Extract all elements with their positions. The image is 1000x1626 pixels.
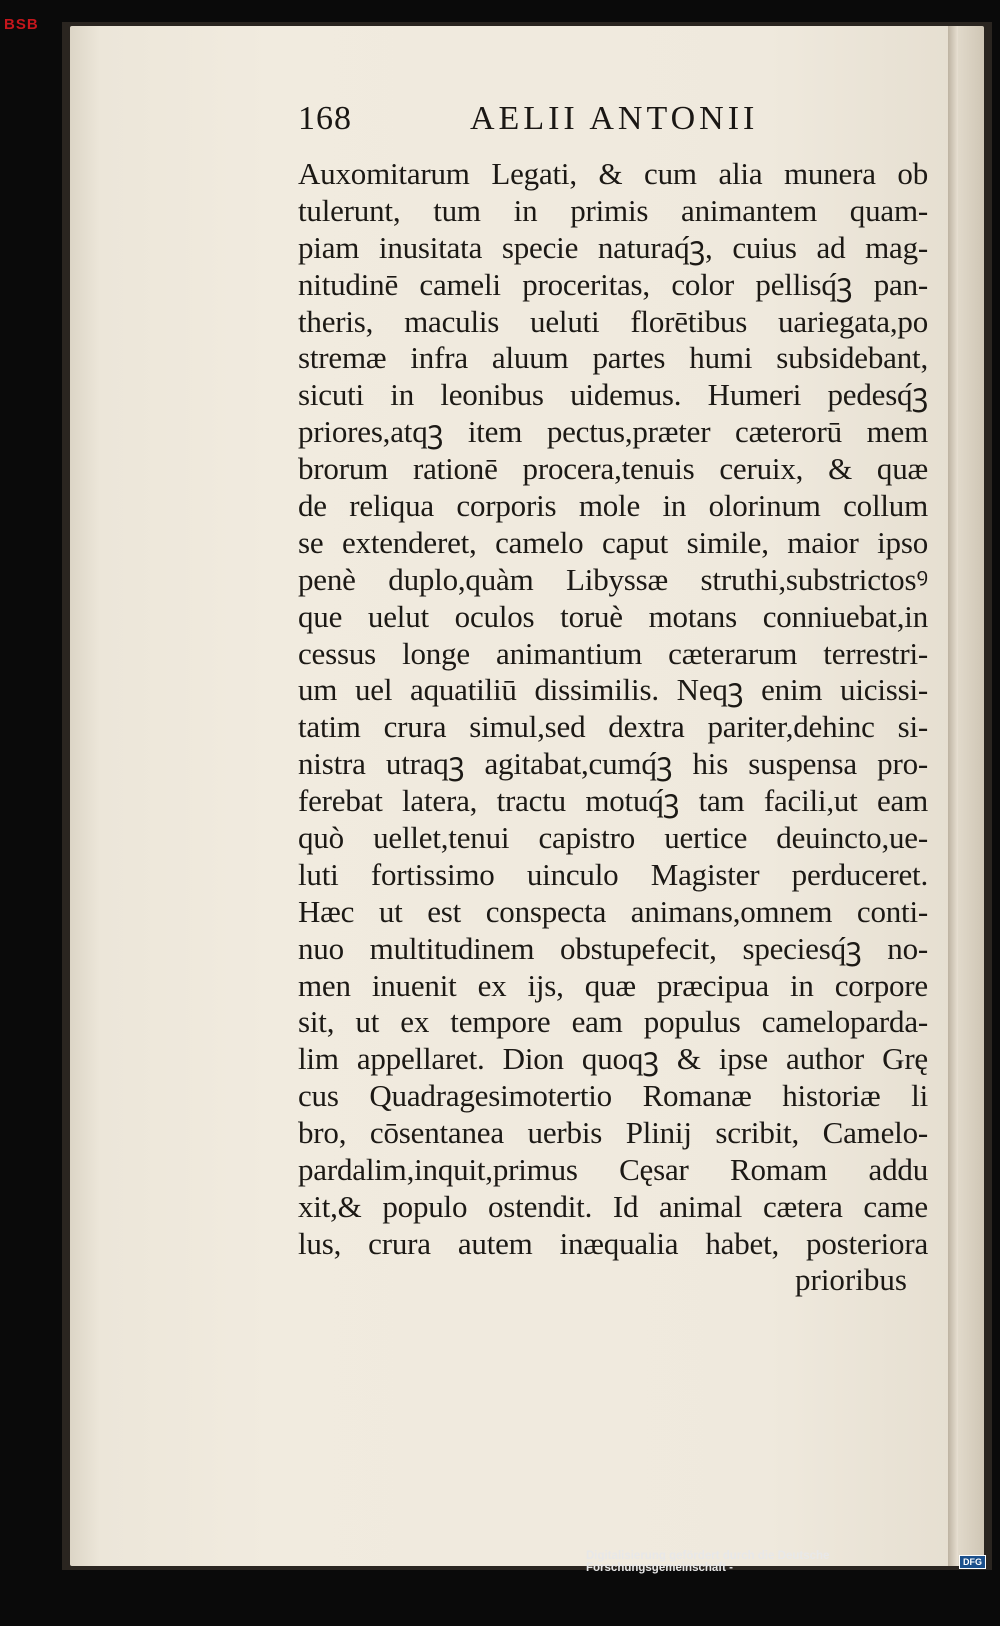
text-line: nuo multitudinem obstupefecit, speciesq́ꝫ no-: [298, 930, 928, 966]
text-line: ferebat latera, tractu motuq́ꝫ tam facili,ut eam: [298, 783, 928, 819]
text-line: um uel aquatiliū dissimilis. Neqꝫ enim uicissi-: [298, 672, 928, 708]
text-line: cessus longe animantium cæterarum terrestri-: [298, 635, 928, 671]
text-line: Auxomitarum Legati, & cum alia munera ob: [298, 156, 928, 191]
text-line: lus, crura autem inæqualia habet, posteriora: [298, 1225, 928, 1261]
text-line: penè duplo,quàm Libyssæ struthi,substrictosꝰ: [298, 561, 928, 597]
running-head: AELII ANTONII: [470, 100, 759, 137]
text-line: sit, ut ex tempore eam populus cameloparda-: [298, 1004, 928, 1040]
text-line: theris, maculis ueluti florētibus uariegata,po: [298, 303, 928, 339]
text-line: stremæ infra aluum partes humi subsidebant,: [298, 340, 928, 376]
text-line: tulerunt, tum in primis animantem quam-: [298, 192, 928, 228]
body-text: [298, 156, 928, 1263]
library-logo: BSB: [4, 16, 39, 33]
text-line: sicuti in leonibus uidemus. Humeri pedesq́ꝫ: [298, 377, 928, 413]
text-line: brorum rationē procera,tenuis ceruix, & quæ: [298, 451, 928, 487]
text-line: de reliqua corporis mole in olorinum collum: [298, 488, 928, 524]
page-right-edge: [948, 26, 958, 1566]
text-line: luti fortissimo uinculo Magister perduceret.: [298, 856, 928, 892]
dfg-logo: DFG: [959, 1555, 986, 1569]
funding-credit: Digitalisierung gefördert durch die Deutsche Forschungsgemeinschaft -: [586, 1550, 830, 1574]
text-line: piam inusitata specie naturaq́ꝫ, cuius ad mag-: [298, 229, 928, 265]
text-line: cus Quadragesimotertio Romanæ historiæ li: [298, 1078, 928, 1114]
catchword: prioribus: [795, 1262, 907, 1297]
text-line: bro, cōsentanea uerbis Plinij scribit, Camelo-: [298, 1115, 928, 1151]
text-line: men inuenit ex ijs, quæ præcipua in corpore: [298, 967, 928, 1003]
text-line: pardalim,inquit,primus Cęsar Romam addu: [298, 1152, 928, 1188]
text-line: priores,atqꝫ item pectus,præter cæterorū mem: [298, 414, 928, 450]
text-line: lim appellaret. Dion quoqꝫ & ipse author Grę: [298, 1041, 928, 1077]
text-line: tatim crura simul,sed dextra pariter,dehinc si-: [298, 709, 928, 745]
funding-footer: [586, 1552, 986, 1572]
text-line: nitudinē cameli proceritas, color pellisq́ꝫ pan-: [298, 266, 928, 302]
text-line: quò uellet,tenui capistro uertice deuincto,ue-: [298, 820, 928, 856]
text-line: xit,& populo ostendit. Id animal cætera came: [298, 1188, 928, 1224]
page-number: 168: [298, 100, 352, 137]
text-line: que uelut oculos toruè motans conniuebat,in: [298, 598, 928, 634]
page-header: [298, 100, 898, 144]
text-line: nistra utraqꝫ agitabat,cumq́ꝫ his suspensa pro-: [298, 746, 928, 782]
text-line: se extenderet, camelo caput simile, maior ipso: [298, 524, 928, 560]
text-line: Hæc ut est conspecta animans,omnem conti-: [298, 893, 928, 929]
